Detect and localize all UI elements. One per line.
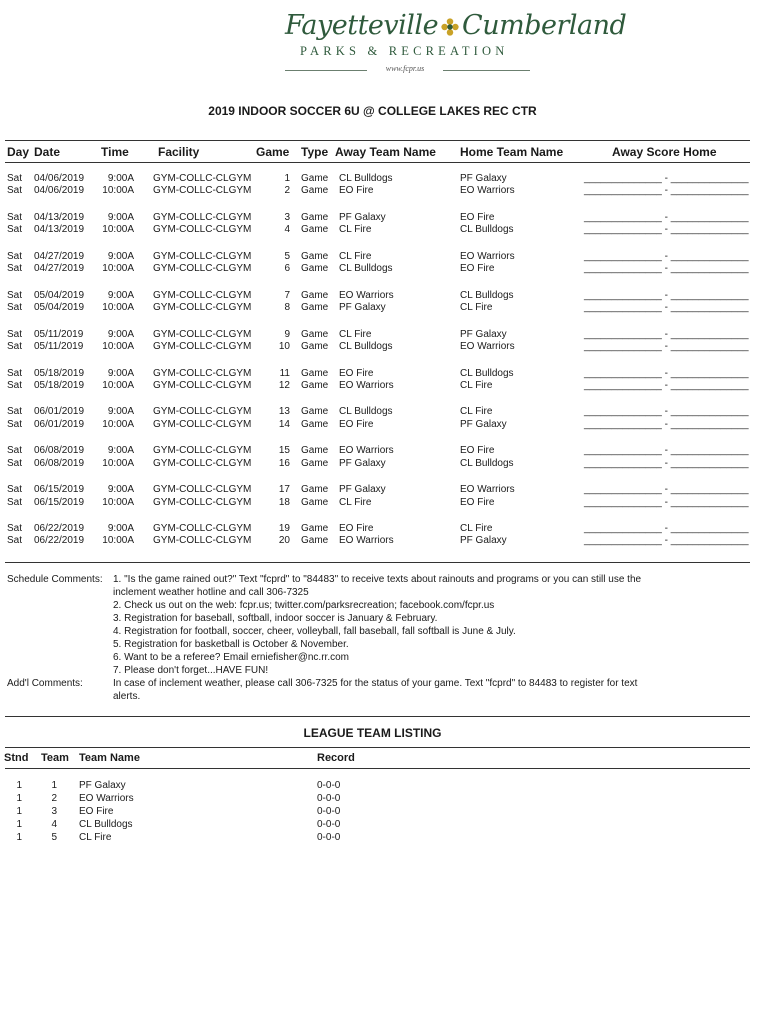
cell-facility: GYM-COLLC-CLGYM (153, 457, 252, 469)
comment-line: 1. "Is the game rained out?" Text "fcprd" to "84483" to receive texts about rainouts and programs or you can still use the (113, 574, 642, 585)
score-blank: ______________ - ______________ (584, 445, 749, 457)
cell-date: 04/06/2019 (34, 185, 85, 197)
cell-away: EO Fire (339, 367, 374, 379)
cell-away: PF Galaxy (339, 211, 386, 223)
cell-time: 9:00A (107, 484, 134, 496)
cell-date: 05/11/2019 (34, 340, 84, 352)
cell-away: EO Warriors (339, 445, 394, 457)
header-time: Time (101, 145, 129, 159)
cell-away: PF Galaxy (339, 484, 386, 496)
cell-day: Sat (7, 523, 23, 535)
divider (5, 747, 750, 748)
cell-type: Game (301, 484, 329, 496)
cell-game: 2 (284, 185, 290, 197)
cell-day: Sat (7, 367, 23, 379)
cell-home: PF Galaxy (460, 328, 507, 340)
cell-facility: GYM-COLLC-CLGYM (153, 535, 252, 547)
cell-day: Sat (7, 457, 23, 469)
cell-type: Game (301, 173, 329, 184)
cell-home: EO Fire (460, 496, 495, 508)
cell-time: 10:00A (102, 457, 134, 469)
header-team-name: Team Name (79, 752, 140, 764)
cell-away: EO Fire (339, 523, 374, 535)
team-record: 0-0-0 (317, 805, 341, 817)
cell-game: 19 (278, 523, 290, 535)
team-team: 4 (51, 818, 57, 830)
cell-date: 05/04/2019 (34, 302, 85, 313)
cell-away: EO Warriors (339, 379, 394, 391)
cell-date: 04/27/2019 (34, 263, 85, 275)
cell-day: Sat (7, 263, 23, 275)
cell-home: EO Warriors (460, 340, 515, 352)
cell-facility: GYM-COLLC-CLGYM (153, 302, 252, 313)
score-blank: ______________ - ______________ (584, 289, 749, 301)
header-facility: Facility (158, 145, 200, 159)
cell-time: 10:00A (102, 302, 134, 313)
cell-game: 8 (284, 302, 290, 313)
score-blank: ______________ - ______________ (584, 496, 749, 508)
cell-type: Game (301, 211, 329, 223)
cell-type: Game (301, 457, 329, 469)
team-record: 0-0-0 (317, 792, 341, 804)
score-blank: ______________ - ______________ (584, 224, 749, 236)
addl-comment-line: alerts. (113, 691, 141, 702)
comment-line: 5. Registration for basketball is October & November. (113, 639, 349, 650)
cell-home: EO Fire (460, 211, 495, 223)
cell-home: EO Warriors (460, 250, 515, 262)
cell-type: Game (301, 406, 329, 418)
cell-type: Game (301, 496, 329, 508)
team-team: 1 (51, 780, 57, 791)
header-type: Type (301, 145, 329, 159)
cell-day: Sat (7, 445, 23, 457)
divider (5, 162, 750, 163)
cell-time: 9:00A (107, 406, 134, 418)
comment-line: 7. Please don't forget...HAVE FUN! (113, 665, 269, 676)
cell-time: 9:00A (107, 328, 134, 340)
cell-facility: GYM-COLLC-CLGYM (153, 340, 252, 352)
cell-away: EO Fire (339, 418, 374, 430)
cell-game: 11 (279, 367, 290, 379)
cell-time: 10:00A (102, 535, 134, 547)
comment-line: 3. Registration for baseball, softball, indoor soccer is January & February. (113, 613, 438, 624)
cell-time: 9:00A (107, 250, 134, 262)
cell-time: 9:00A (107, 367, 134, 379)
score-blank: ______________ - ______________ (584, 406, 749, 418)
cell-day: Sat (7, 535, 23, 547)
comment-line: inclement weather hotline and call 306-7325 (113, 587, 309, 598)
cell-away: CL Fire (339, 496, 372, 508)
cell-game: 7 (284, 289, 290, 301)
cell-away: CL Bulldogs (339, 263, 393, 275)
team-name: EO Warriors (79, 792, 134, 804)
team-stnd: 1 (16, 780, 22, 791)
header-score: Away Score Home (612, 145, 717, 159)
score-blank: ______________ - ______________ (584, 340, 749, 352)
cell-date: 06/22/2019 (34, 523, 85, 535)
cell-facility: GYM-COLLC-CLGYM (153, 224, 252, 236)
cell-time: 10:00A (102, 224, 134, 236)
cell-home: EO Warriors (460, 484, 515, 496)
cell-type: Game (301, 289, 329, 301)
logo-subtitle: PARKS & RECREATION (300, 44, 509, 58)
cell-away: CL Bulldogs (339, 406, 393, 418)
cell-type: Game (301, 340, 329, 352)
cell-day: Sat (7, 289, 23, 301)
team-name: CL Fire (79, 831, 112, 843)
divider (5, 562, 750, 563)
cell-day: Sat (7, 379, 23, 391)
score-blank: ______________ - ______________ (584, 185, 749, 197)
cell-game: 9 (284, 328, 290, 340)
logo-url: www.fcpr.us (385, 64, 425, 73)
cell-game: 1 (284, 173, 290, 184)
flower-emblem-icon (441, 18, 459, 36)
cell-game: 3 (284, 211, 290, 223)
score-blank: ______________ - ______________ (584, 328, 749, 340)
team-stnd: 1 (16, 792, 22, 804)
cell-type: Game (301, 379, 329, 391)
cell-facility: GYM-COLLC-CLGYM (153, 328, 252, 340)
cell-home: CL Fire (460, 379, 493, 391)
cell-game: 16 (278, 457, 290, 469)
cell-date: 06/15/2019 (34, 484, 85, 496)
team-name: CL Bulldogs (79, 818, 133, 830)
cell-day: Sat (7, 211, 23, 223)
cell-game: 13 (278, 406, 290, 418)
cell-time: 9:00A (107, 445, 134, 457)
cell-home: CL Bulldogs (460, 224, 514, 236)
cell-day: Sat (7, 496, 23, 508)
team-stnd: 1 (16, 831, 22, 843)
cell-game: 17 (278, 484, 290, 496)
logo-wordmark (285, 10, 626, 41)
cell-type: Game (301, 224, 329, 236)
cell-date: 04/27/2019 (34, 250, 85, 262)
header-day: Day (7, 145, 30, 159)
cell-game: 20 (278, 535, 290, 547)
header-game: Game (256, 145, 290, 159)
cell-game: 6 (284, 263, 290, 275)
cell-away: PF Galaxy (339, 302, 386, 313)
team-record: 0-0-0 (317, 818, 341, 830)
header-record: Record (317, 752, 355, 764)
cell-away: CL Fire (339, 224, 372, 236)
cell-date: 06/01/2019 (34, 406, 85, 418)
cell-game: 15 (278, 445, 290, 457)
cell-away: EO Fire (339, 185, 374, 197)
cell-time: 10:00A (102, 263, 134, 275)
score-blank: ______________ - ______________ (584, 211, 749, 223)
cell-home: EO Warriors (460, 185, 515, 197)
score-blank: ______________ - ______________ (584, 379, 749, 391)
comment-line: 2. Check us out on the web: fcpr.us; twitter.com/parksrecreation; facebook.com/fcpr.us (113, 600, 495, 611)
cell-home: EO Fire (460, 445, 495, 457)
score-blank: ______________ - ______________ (584, 250, 749, 262)
divider (5, 768, 750, 769)
league-title: LEAGUE TEAM LISTING (303, 726, 442, 740)
logo-rule-left (285, 70, 367, 71)
score-blank: ______________ - ______________ (584, 484, 749, 496)
cell-home: CL Bulldogs (460, 289, 514, 301)
cell-type: Game (301, 367, 329, 379)
page-title: 2019 INDOOR SOCCER 6U @ COLLEGE LAKES REC CTR (208, 104, 537, 118)
cell-day: Sat (7, 173, 23, 184)
cell-home: CL Fire (460, 406, 493, 418)
cell-facility: GYM-COLLC-CLGYM (153, 263, 252, 275)
header-home-team: Home Team Name (460, 145, 564, 159)
cell-type: Game (301, 302, 329, 313)
cell-facility: GYM-COLLC-CLGYM (153, 406, 252, 418)
cell-day: Sat (7, 250, 23, 262)
team-name: PF Galaxy (79, 780, 126, 791)
cell-day: Sat (7, 185, 23, 197)
cell-facility: GYM-COLLC-CLGYM (153, 173, 252, 184)
cell-away: CL Bulldogs (339, 173, 393, 184)
addl-comments (113, 677, 753, 703)
team-record: 0-0-0 (317, 831, 341, 843)
cell-home: CL Fire (460, 523, 493, 535)
schedule-comments-label: Schedule Comments: (7, 574, 103, 585)
cell-game: 10 (278, 340, 290, 352)
cell-facility: GYM-COLLC-CLGYM (153, 445, 252, 457)
cell-home: PF Galaxy (460, 173, 507, 184)
cell-type: Game (301, 263, 329, 275)
score-blank: ______________ - ______________ (584, 523, 749, 535)
cell-away: CL Fire (339, 328, 372, 340)
cell-game: 12 (278, 379, 290, 391)
score-blank: ______________ - ______________ (584, 302, 749, 313)
logo-rule-right (443, 70, 530, 71)
team-stnd: 1 (16, 818, 22, 830)
cell-home: CL Bulldogs (460, 457, 514, 469)
cell-day: Sat (7, 224, 23, 236)
addl-comments-label: Add'l Comments: (7, 678, 83, 689)
logo (0, 10, 770, 80)
cell-game: 14 (278, 418, 290, 430)
header-date: Date (34, 145, 61, 159)
header-away-team: Away Team Name (335, 145, 436, 159)
cell-time: 10:00A (102, 340, 134, 352)
score-blank: ______________ - ______________ (584, 418, 749, 430)
cell-time: 9:00A (107, 523, 134, 535)
cell-away: EO Warriors (339, 535, 394, 547)
cell-home: CL Bulldogs (460, 367, 514, 379)
cell-game: 4 (284, 224, 290, 236)
cell-day: Sat (7, 302, 23, 313)
cell-facility: GYM-COLLC-CLGYM (153, 379, 252, 391)
cell-type: Game (301, 185, 329, 197)
cell-game: 18 (278, 496, 290, 508)
cell-away: CL Bulldogs (339, 340, 393, 352)
cell-facility: GYM-COLLC-CLGYM (153, 484, 252, 496)
score-blank: ______________ - ______________ (584, 535, 749, 547)
cell-date: 06/08/2019 (34, 457, 85, 469)
logo-name-left: Fayetteville (285, 10, 439, 41)
score-blank: ______________ - ______________ (584, 173, 749, 184)
cell-date: 04/13/2019 (34, 211, 85, 223)
team-stnd: 1 (16, 805, 22, 817)
cell-time: 9:00A (107, 289, 134, 301)
score-blank: ______________ - ______________ (584, 367, 749, 379)
cell-date: 04/06/2019 (34, 173, 85, 184)
cell-type: Game (301, 445, 329, 457)
score-blank: ______________ - ______________ (584, 457, 749, 469)
cell-day: Sat (7, 328, 23, 340)
cell-type: Game (301, 523, 329, 535)
cell-away: EO Warriors (339, 289, 394, 301)
header-team: Team (41, 752, 69, 764)
comment-line: 6. Want to be a referee? Email erniefisher@nc.rr.com (113, 652, 349, 663)
cell-facility: GYM-COLLC-CLGYM (153, 418, 252, 430)
cell-type: Game (301, 328, 329, 340)
cell-time: 10:00A (102, 185, 134, 197)
cell-away: PF Galaxy (339, 457, 386, 469)
team-team: 5 (51, 831, 57, 843)
cell-type: Game (301, 535, 329, 547)
cell-date: 05/11/2019 (34, 328, 84, 340)
cell-home: PF Galaxy (460, 418, 507, 430)
cell-date: 04/13/2019 (34, 224, 85, 236)
cell-date: 06/08/2019 (34, 445, 85, 457)
cell-facility: GYM-COLLC-CLGYM (153, 211, 252, 223)
cell-facility: GYM-COLLC-CLGYM (153, 523, 252, 535)
cell-facility: GYM-COLLC-CLGYM (153, 367, 252, 379)
cell-away: CL Fire (339, 250, 372, 262)
team-team: 2 (51, 792, 57, 804)
comment-line: 4. Registration for football, soccer, cheer, volleyball, fall baseball, fall softball is June & July. (113, 626, 516, 637)
cell-date: 05/18/2019 (34, 367, 85, 379)
cell-game: 5 (284, 250, 290, 262)
cell-time: 10:00A (102, 379, 134, 391)
cell-date: 05/04/2019 (34, 289, 85, 301)
cell-date: 06/22/2019 (34, 535, 85, 547)
team-name: EO Fire (79, 805, 114, 817)
schedule-comments (113, 573, 753, 677)
cell-day: Sat (7, 418, 23, 430)
divider (5, 140, 750, 141)
cell-type: Game (301, 250, 329, 262)
cell-facility: GYM-COLLC-CLGYM (153, 289, 252, 301)
cell-facility: GYM-COLLC-CLGYM (153, 185, 252, 197)
cell-day: Sat (7, 406, 23, 418)
cell-facility: GYM-COLLC-CLGYM (153, 250, 252, 262)
logo-name-right: Cumberland (462, 10, 627, 41)
cell-day: Sat (7, 340, 23, 352)
cell-day: Sat (7, 484, 23, 496)
divider (5, 716, 750, 717)
cell-home: EO Fire (460, 263, 495, 275)
cell-date: 06/01/2019 (34, 418, 85, 430)
cell-time: 9:00A (107, 173, 134, 184)
score-blank: ______________ - ______________ (584, 263, 749, 275)
cell-time: 10:00A (102, 496, 134, 508)
cell-date: 05/18/2019 (34, 379, 85, 391)
cell-time: 10:00A (102, 418, 134, 430)
addl-comment-line: In case of inclement weather, please call 306-7325 for the status of your game. Text "fcprd" to 84483 to register for text (113, 678, 638, 689)
team-record: 0-0-0 (317, 780, 341, 791)
cell-date: 06/15/2019 (34, 496, 85, 508)
cell-home: PF Galaxy (460, 535, 507, 547)
header-stnd: Stnd (4, 752, 29, 764)
cell-type: Game (301, 418, 329, 430)
cell-facility: GYM-COLLC-CLGYM (153, 496, 252, 508)
cell-home: CL Fire (460, 302, 493, 313)
cell-time: 9:00A (107, 211, 134, 223)
team-team: 3 (51, 805, 57, 817)
